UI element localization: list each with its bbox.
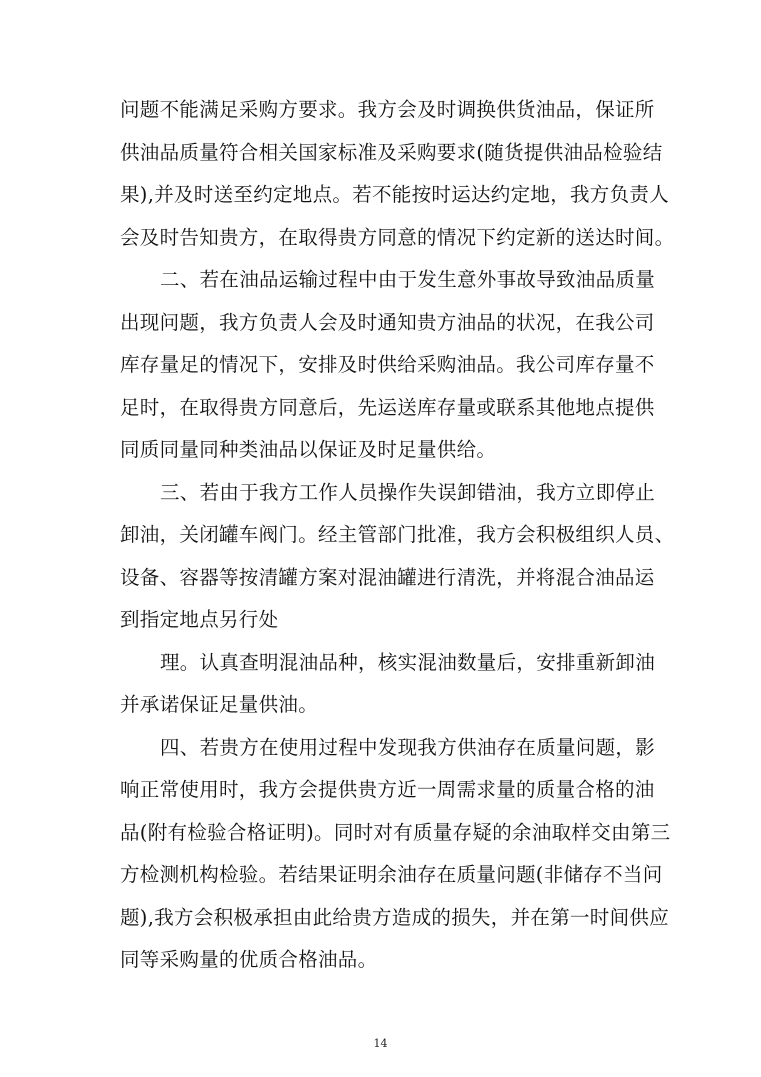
text-line: 果),并及时送至约定地点。若不能按时运达约定地，我方负责人 xyxy=(120,183,670,206)
text-line: 同质同量同种类油品以保证及时足量供给。 xyxy=(120,438,497,461)
paragraph-4-first-line: 四、若贵方在使用过程中发现我方供油存在质量问题，影 xyxy=(160,735,656,759)
text-line: 品(附有检验合格证明)。同时对有质量存疑的余油取样交由第三 xyxy=(120,820,671,844)
text-line: 响正常使用时，我方会提供贵方近一周需求量的质量合格的油 xyxy=(120,778,655,801)
text-line: 足时，在取得贵方同意后，先运送库存量或联系其他地点提供 xyxy=(120,395,655,419)
paragraph-continuation-first-line: 理。认真查明混油品种，核实混油数量后，安排重新卸油 xyxy=(160,650,656,674)
text-line: 并承诺保证足量供油。 xyxy=(120,693,319,716)
text-line: 同等采购量的优质合格油品。 xyxy=(120,948,378,971)
text-line: 卸油，关闭罐车阀门。经主管部门批准，我方会积极组织人员、 xyxy=(120,523,675,546)
text-line: 问题不能满足采购方要求。我方会及时调换供货油品，保证所 xyxy=(120,98,655,121)
text-line: 方检测机构检验。若结果证明余油存在质量问题(非储存不当问 xyxy=(120,863,663,886)
page-number: 14 xyxy=(373,1037,388,1050)
text-line: 设备、容器等按清罐方案对混油罐进行清洗，并将混合油品运 xyxy=(120,565,655,589)
text-line: 供油品质量符合相关国家标准及采购要求(随货提供油品检验结 xyxy=(120,140,663,164)
text-line: 库存量足的情况下，安排及时供给采购油品。我公司库存量不 xyxy=(120,353,655,376)
document-body xyxy=(120,89,675,982)
paragraph-3-first-line: 三、若由于我方工作人员操作失误卸错油，我方立即停止 xyxy=(160,480,656,504)
text-line: 出现问题，我方负责人会及时通知贵方油品的状况，在我公司 xyxy=(120,310,655,334)
text-line: 题),我方会积极承担由此给贵方造成的损失，并在第一时间供应 xyxy=(120,905,670,929)
paragraph-2-first-line: 二、若在油品运输过程中由于发生意外事故导致油品质量 xyxy=(160,268,656,291)
text-line: 会及时告知贵方，在取得贵方同意的情况下约定新的送达时间。 xyxy=(120,225,675,249)
text-line: 到指定地点另行处 xyxy=(120,608,279,631)
